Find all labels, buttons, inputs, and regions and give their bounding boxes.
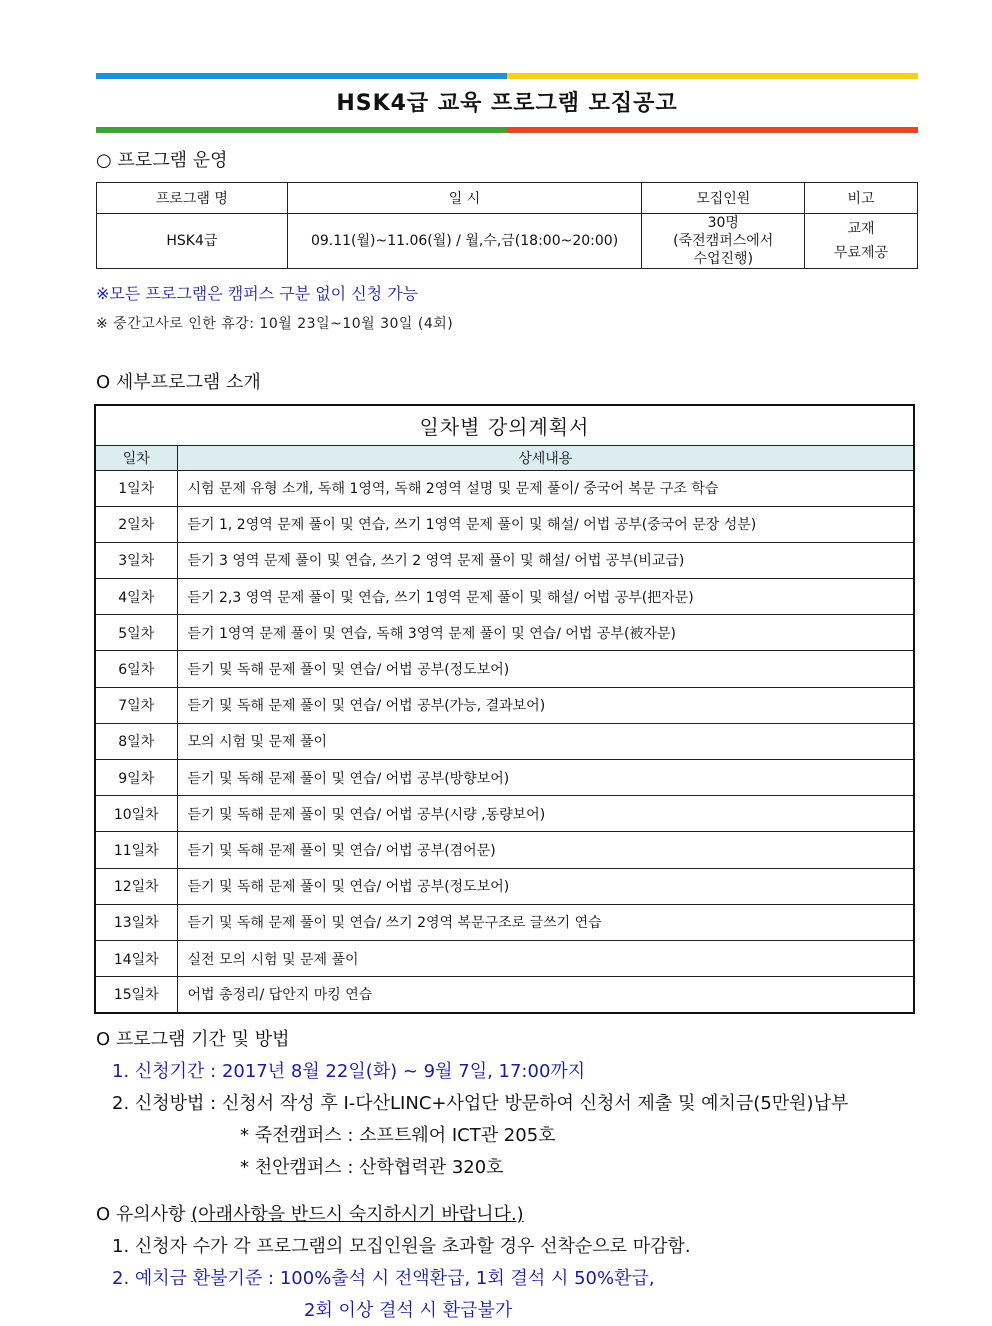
title-bar-bottom	[96, 127, 918, 133]
table-row	[95, 542, 914, 578]
table-row	[95, 977, 914, 1013]
table-row	[95, 687, 914, 723]
row-day: 4일차	[95, 579, 177, 615]
notice-all-campus: ※모든 프로그램은 캠퍼스 구분 없이 신청 가능	[96, 284, 419, 303]
row-detail: 듣기 및 독해 문제 풀이 및 연습/ 어법 공부(정도보어)	[177, 651, 914, 687]
row-day: 3일차	[95, 542, 177, 578]
header-capacity: 모집인원	[642, 183, 805, 214]
row-day: 5일차	[95, 615, 177, 651]
row-day: 12일차	[95, 868, 177, 904]
page-title: HSK4급 교육 프로그램 모집공고	[336, 91, 678, 116]
location-cheonan: * 천안캠퍼스 : 산학협력관 320호	[240, 1157, 504, 1178]
capacity-count: 30명	[707, 215, 739, 231]
program-table-row	[97, 214, 918, 269]
caution-first-come: 1. 신청자 수가 각 프로그램의 모집인원을 초과할 경우 선착순으로 마감함.	[112, 1236, 691, 1257]
row-day: 6일차	[95, 651, 177, 687]
note-textbook: 교재	[847, 221, 875, 237]
row-day: 14일차	[95, 940, 177, 976]
program-note	[805, 214, 918, 269]
row-detail: 시험 문제 유형 소개, 독해 1영역, 독해 2영역 설명 및 문제 풀이/ 중국어 복문 구조 학습	[177, 470, 914, 506]
row-detail: 듣기 및 독해 문제 풀이 및 연습/ 어법 공부(정도보어)	[177, 868, 914, 904]
row-detail: 듣기 및 독해 문제 풀이 및 연습/ 쓰기 2영역 복문구조로 글쓰기 연습	[177, 904, 914, 940]
program-name: HSK4급	[97, 214, 288, 269]
title-bar-top	[96, 73, 918, 79]
row-detail: 듣기 1, 2영역 문제 풀이 및 연습, 쓰기 1영역 문제 풀이 및 해설/ 어법 공부(중국어 문장 성분)	[177, 506, 914, 542]
row-detail: 듣기 및 독해 문제 풀이 및 연습/ 어법 공부(가능, 결과보어)	[177, 687, 914, 723]
table-row	[95, 615, 914, 651]
row-day: 15일차	[95, 977, 177, 1013]
location-jukjeon: * 죽전캠퍼스 : 소프트웨어 ICT관 205호	[240, 1125, 556, 1146]
header-date: 일 시	[287, 183, 642, 214]
row-day: 9일차	[95, 760, 177, 796]
table-row	[95, 651, 914, 687]
header-note: 비고	[805, 183, 918, 214]
bar-top-blue	[96, 73, 507, 79]
bar-bottom-green	[96, 127, 507, 133]
row-detail: 듣기 및 독해 문제 풀이 및 연습/ 어법 공부(겸어문)	[177, 832, 914, 868]
row-day: 13일차	[95, 904, 177, 940]
table-row	[95, 832, 914, 868]
header-program-name: 프로그램 명	[97, 183, 288, 214]
section-detail-heading: O 세부프로그램 소개	[96, 372, 261, 393]
table-row	[95, 723, 914, 759]
caution-refund-1: 2. 예치금 환불기준 : 100%출석 시 전액환급, 1회 결석 시 50%환급,	[112, 1268, 655, 1289]
notice-midterm-break: ※ 중간고사로 인한 휴강: 10월 23일~10월 30일 (4회)	[96, 316, 454, 332]
row-day: 8일차	[95, 723, 177, 759]
table-row	[95, 796, 914, 832]
row-detail: 어법 총정리/ 답안지 마킹 연습	[177, 977, 914, 1013]
schedule-table-header	[95, 445, 914, 470]
bar-bottom-red	[507, 127, 918, 133]
table-row	[95, 506, 914, 542]
row-detail: 듣기 2,3 영역 문제 풀이 및 연습, 쓰기 1영역 문제 풀이 및 해설/ 어법 공부(把자문)	[177, 579, 914, 615]
row-detail: 모의 시험 및 문제 풀이	[177, 723, 914, 759]
row-day: 2일차	[95, 506, 177, 542]
header-day: 일차	[95, 445, 177, 470]
row-day: 7일차	[95, 687, 177, 723]
table-row	[95, 470, 914, 506]
apply-period: 1. 신청기간 : 2017년 8월 22일(화) ~ 9월 7일, 17:00까지	[112, 1061, 586, 1082]
header-detail: 상세내용	[177, 445, 914, 470]
capacity-note-1: (죽전캠퍼스에서	[673, 233, 774, 249]
row-day: 10일차	[95, 796, 177, 832]
program-date: 09.11(월)~11.06(월) / 월,수,금(18:00~20:00)	[287, 214, 642, 269]
table-row	[95, 940, 914, 976]
caution-heading-underlined: (아래사항을 반드시 숙지하시기 바랍니다.)	[191, 1204, 524, 1225]
note-free: 무료제공	[834, 245, 889, 261]
row-detail: 듣기 1영역 문제 풀이 및 연습, 독해 3영역 문제 풀이 및 연습/ 어법 공부(被자문)	[177, 615, 914, 651]
capacity-note-2: 수업진행)	[693, 251, 754, 267]
section-program-heading: ○ 프로그램 운영	[96, 150, 228, 171]
bar-top-yellow	[507, 73, 918, 79]
row-day: 11일차	[95, 832, 177, 868]
section-period-heading: O 프로그램 기간 및 방법	[96, 1029, 290, 1050]
row-detail: 듣기 3 영역 문제 풀이 및 연습, 쓰기 2 영역 문제 풀이 및 해설/ 어법 공부(비교급)	[177, 542, 914, 578]
table-row	[95, 904, 914, 940]
caution-heading-prefix: O 유의사항	[96, 1204, 192, 1225]
table-row	[95, 760, 914, 796]
section-caution-heading	[96, 1200, 524, 1226]
row-detail: 듣기 및 독해 문제 풀이 및 연습/ 어법 공부(시량 ,동량보어)	[177, 796, 914, 832]
schedule-table-title: 일차별 강의계획서	[95, 405, 914, 445]
program-table-header	[97, 183, 918, 214]
caution-refund-2: 2회 이상 결석 시 환급불가	[304, 1300, 513, 1321]
apply-method: 2. 신청방법 : 신청서 작성 후 I-다산LINC+사업단 방문하여 신청서 제출 및 예치금(5만원)납부	[112, 1093, 849, 1114]
program-table	[96, 182, 918, 269]
program-capacity	[642, 214, 805, 269]
row-detail: 실전 모의 시험 및 문제 풀이	[177, 940, 914, 976]
row-day: 1일차	[95, 470, 177, 506]
table-row	[95, 579, 914, 615]
table-row	[95, 868, 914, 904]
schedule-table	[94, 404, 915, 1014]
row-detail: 듣기 및 독해 문제 풀이 및 연습/ 어법 공부(방향보어)	[177, 760, 914, 796]
